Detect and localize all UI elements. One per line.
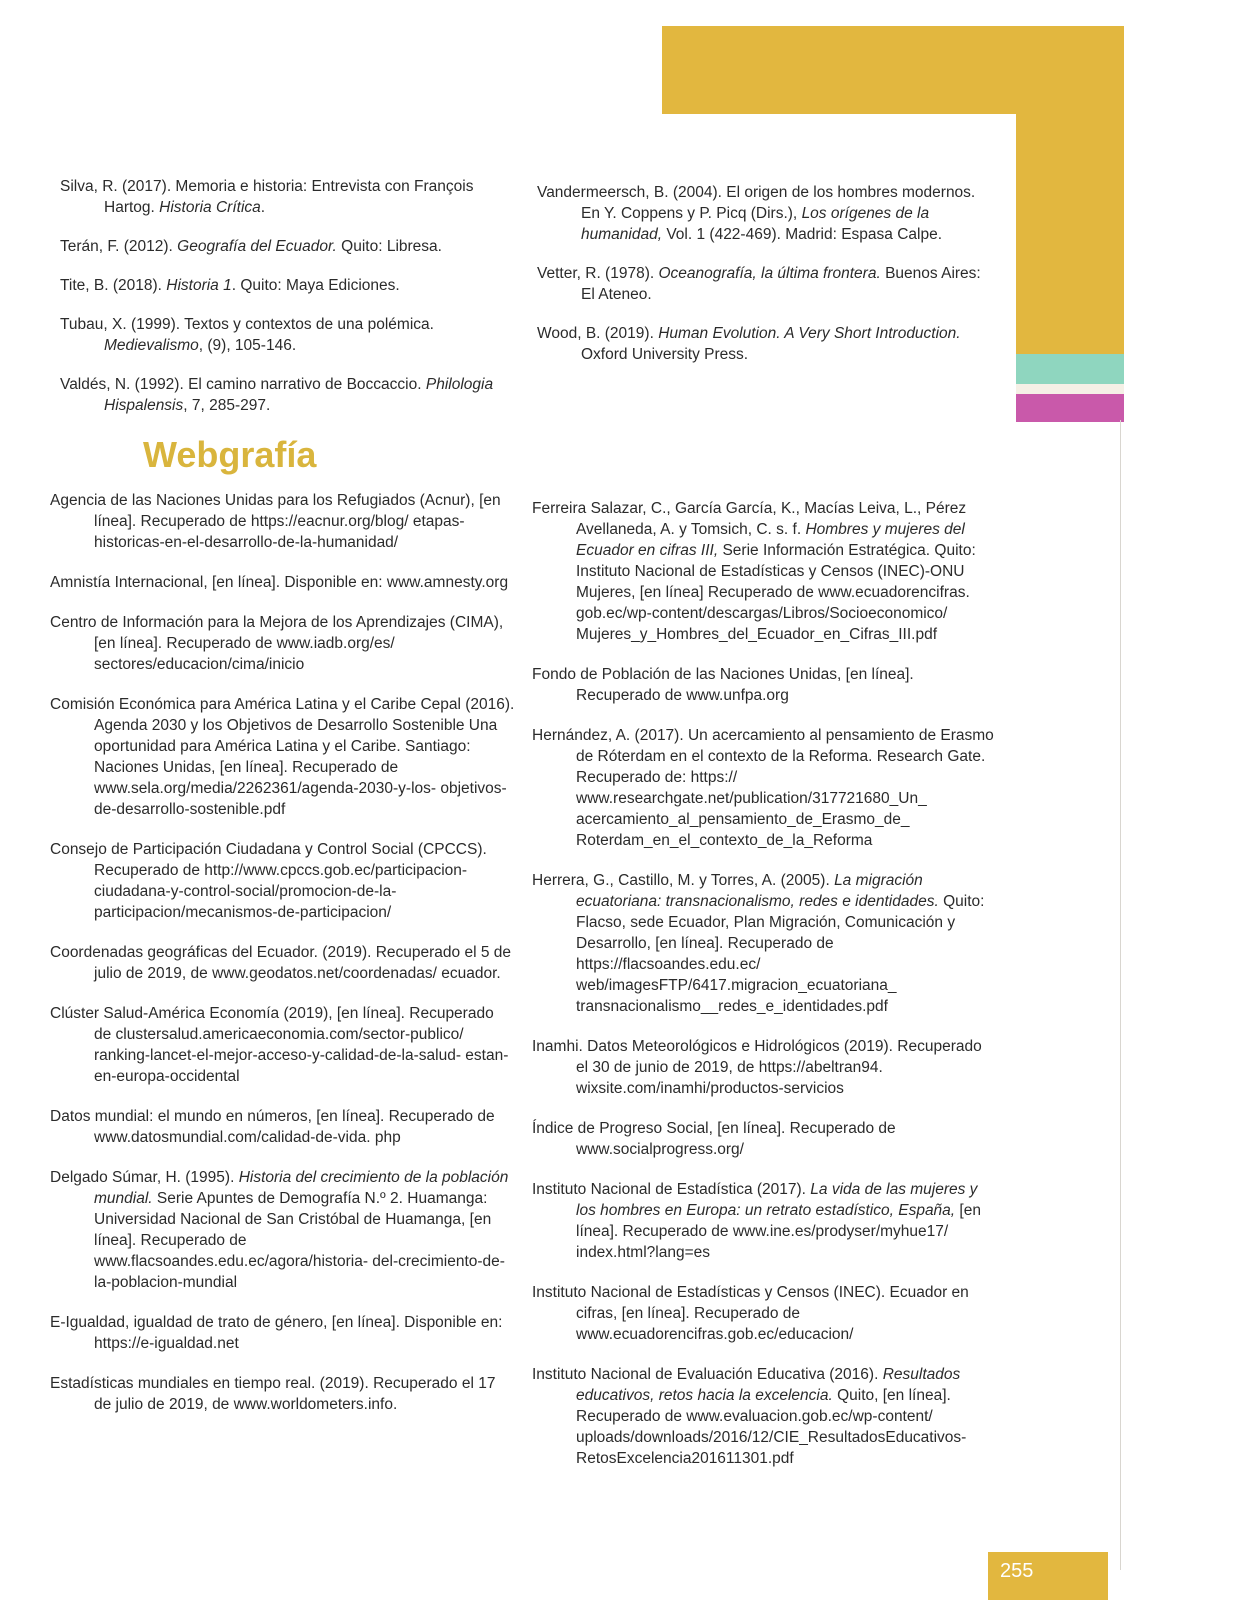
page-edge-line: [1120, 420, 1121, 1570]
reference-entry: Herrera, G., Castillo, M. y Torres, A. (2005). La migración ecuatoriana: transnacionalismo, redes e identidades. Quito: Flacso, sede Ecuador, Plan Migración, Comunicación y Desarrollo, [en línea]. Recuperado de https://flacsoandes.edu.ec/ web/imagesFTP/6417.migracion_ecuatoriana_ transnacionalismo__redes_e_identidades.pdf: [532, 872, 985, 1015]
reference-entry: Tite, B. (2018). Historia 1. Quito: Maya Ediciones.: [60, 277, 400, 294]
reference-entry: Índice de Progreso Social, [en línea]. Recuperado de www.socialprogress.org/: [532, 1120, 896, 1158]
reference-entry: Estadísticas mundiales en tiempo real. (2019). Recuperado el 17 de julio de 2019, de www.worldometers.info.: [50, 1375, 496, 1413]
reference-entry: Agencia de las Naciones Unidas para los Refugiados (Acnur), [en línea]. Recuperado de https://eacnur.org/blog/ etapas-historicas-en-el-desarrollo-de-la-humanidad/: [50, 492, 501, 551]
reference-entry: Valdés, N. (1992). El camino narrativo de Boccaccio. Philologia Hispalensis, 7, 285-297.: [60, 376, 494, 414]
section-title: Webgrafía: [143, 434, 317, 475]
reference-entry: Datos mundial: el mundo en números, [en línea]. Recuperado de www.datosmundial.com/calidad-de-vida. php: [50, 1108, 495, 1146]
decorative-teal-stripe: [1016, 354, 1124, 384]
reference-entry: Wood, B. (2019). Human Evolution. A Very Short Introduction. Oxford University Press.: [537, 325, 961, 363]
reference-entry: Terán, F. (2012). Geografía del Ecuador. Quito: Libresa.: [60, 238, 442, 255]
reference-entry: Centro de Información para la Mejora de los Aprendizajes (CIMA), [en línea]. Recuperado de www.iadb.org/es/ sectores/educacion/cima/inicio: [50, 614, 504, 673]
decorative-gold-band: [662, 26, 1124, 114]
decorative-pink-stripe: [1016, 394, 1124, 422]
reference-entry: Instituto Nacional de Estadísticas y Censos (INEC). Ecuador en cifras, [en línea]. Recuperado de www.ecuadorencifras.gob.ec/educacion/: [532, 1284, 969, 1343]
reference-entry: Amnistía Internacional, [en línea]. Disponible en: www.amnesty.org: [50, 574, 509, 591]
reference-entry: E-Igualdad, igualdad de trato de género, [en línea]. Disponible en: https://e-igualdad.net: [50, 1314, 503, 1352]
bibliography-left-column: [60, 176, 520, 434]
page-number: 255: [1000, 1560, 1034, 1582]
decorative-gap: [1016, 384, 1124, 394]
reference-entry: Inamhi. Datos Meteorológicos e Hidrológicos (2019). Recuperado el 30 de junio de 2019, de https://abeltran94. wixsite.com/inamhi/productos-servicios: [532, 1038, 982, 1097]
reference-entry: Fondo de Población de las Naciones Unidas, [en línea]. Recuperado de www.unfpa.org: [532, 666, 914, 704]
webgraphy-right-column: [532, 498, 994, 1488]
bibliography-right-column: [537, 182, 992, 383]
decorative-gold-bar: [1016, 114, 1124, 354]
reference-entry: Consejo de Participación Ciudadana y Control Social (CPCCS). Recuperado de http://www.cpccs.gob.ec/participacion- ciudadana-y-control-social/promocion-de-la- participacion/mecanismos-de-participacion/: [50, 841, 487, 921]
webgraphy-left-column: [50, 490, 515, 1434]
reference-entry: Clúster Salud-América Economía (2019), [en línea]. Recuperado de clustersalud.americaeconomia.com/sector-publico/ ranking-lancet-el-mejor-acceso-y-calidad-de-la-salud- estan-en-europa-occidental: [50, 1005, 509, 1085]
reference-entry: Delgado Súmar, H. (1995). Historia del crecimiento de la población mundial. Serie Apuntes de Demografía N.º 2. Huamanga: Universidad Nacional de San Cristóbal de Huamanga, [en línea]. Recuperado de www.flacsoandes.edu.ec/agora/historia- del-crecimiento-de-la-poblacion-mundial: [50, 1169, 509, 1291]
reference-entry: Silva, R. (2017). Memoria e historia: Entrevista con François Hartog. Historia Crítica.: [60, 178, 474, 216]
reference-entry: Vetter, R. (1978). Oceanografía, la última frontera. Buenos Aires: El Ateneo.: [537, 265, 981, 303]
reference-entry: Vandermeersch, B. (2004). El origen de los hombres modernos. En Y. Coppens y P. Picq (Dirs.), Los orígenes de la humanidad, Vol. 1 (422-469). Madrid: Espasa Calpe.: [537, 184, 976, 243]
reference-entry: Tubau, X. (1999). Textos y contextos de una polémica. Medievalismo, (9), 105-146.: [60, 316, 434, 354]
reference-entry: Hernández, A. (2017). Un acercamiento al pensamiento de Erasmo de Róterdam en el contexto de la Reforma. Research Gate. Recuperado de: https:// www.researchgate.net/publication/317721680_Un_ acercamiento_al_pensamiento_de_Erasmo_de_ Roterdam_en_el_contexto_de_la_Reforma: [532, 727, 994, 849]
reference-entry: Comisión Económica para América Latina y el Caribe Cepal (2016). Agenda 2030 y los Objetivos de Desarrollo Sostenible Una oportunidad para América Latina y el Caribe. Santiago: Naciones Unidas, [en línea]. Recuperado de www.sela.org/media/2262361/agenda-2030-y-los- objetivos-de-desarrollo-sostenible.pdf: [50, 696, 515, 818]
reference-entry: Coordenadas geográficas del Ecuador. (2019). Recuperado el 5 de julio de 2019, de www.geodatos.net/coordenadas/ ecuador.: [50, 944, 512, 982]
reference-entry: Instituto Nacional de Estadística (2017). La vida de las mujeres y los hombres en Europa: un retrato estadístico, España, [en línea]. Recuperado de www.ine.es/prodyser/myhue17/ index.html?lang=es: [532, 1181, 981, 1261]
reference-entry: Ferreira Salazar, C., García García, K., Macías Leiva, L., Pérez Avellaneda, A. y Tomsich, C. s. f. Hombres y mujeres del Ecuador en cifras III, Serie Información Estratégica. Quito: Instituto Nacional de Estadísticas y Censos (INEC)-ONU Mujeres, [en línea] Recuperado de www.ecuadorencifras. gob.ec/wp-content/descargas/Libros/Socioeconomico/ Mujeres_y_Hombres_del_Ecuador_en_Cifras_III.pdf: [532, 500, 976, 643]
reference-entry: Instituto Nacional de Evaluación Educativa (2016). Resultados educativos, retos hacia la excelencia. Quito, [en línea]. Recuperado de www.evaluacion.gob.ec/wp-content/ uploads/downloads/2016/12/CIE_ResultadosEducativos- RetosExcelencia201611301.pdf: [532, 1366, 967, 1467]
